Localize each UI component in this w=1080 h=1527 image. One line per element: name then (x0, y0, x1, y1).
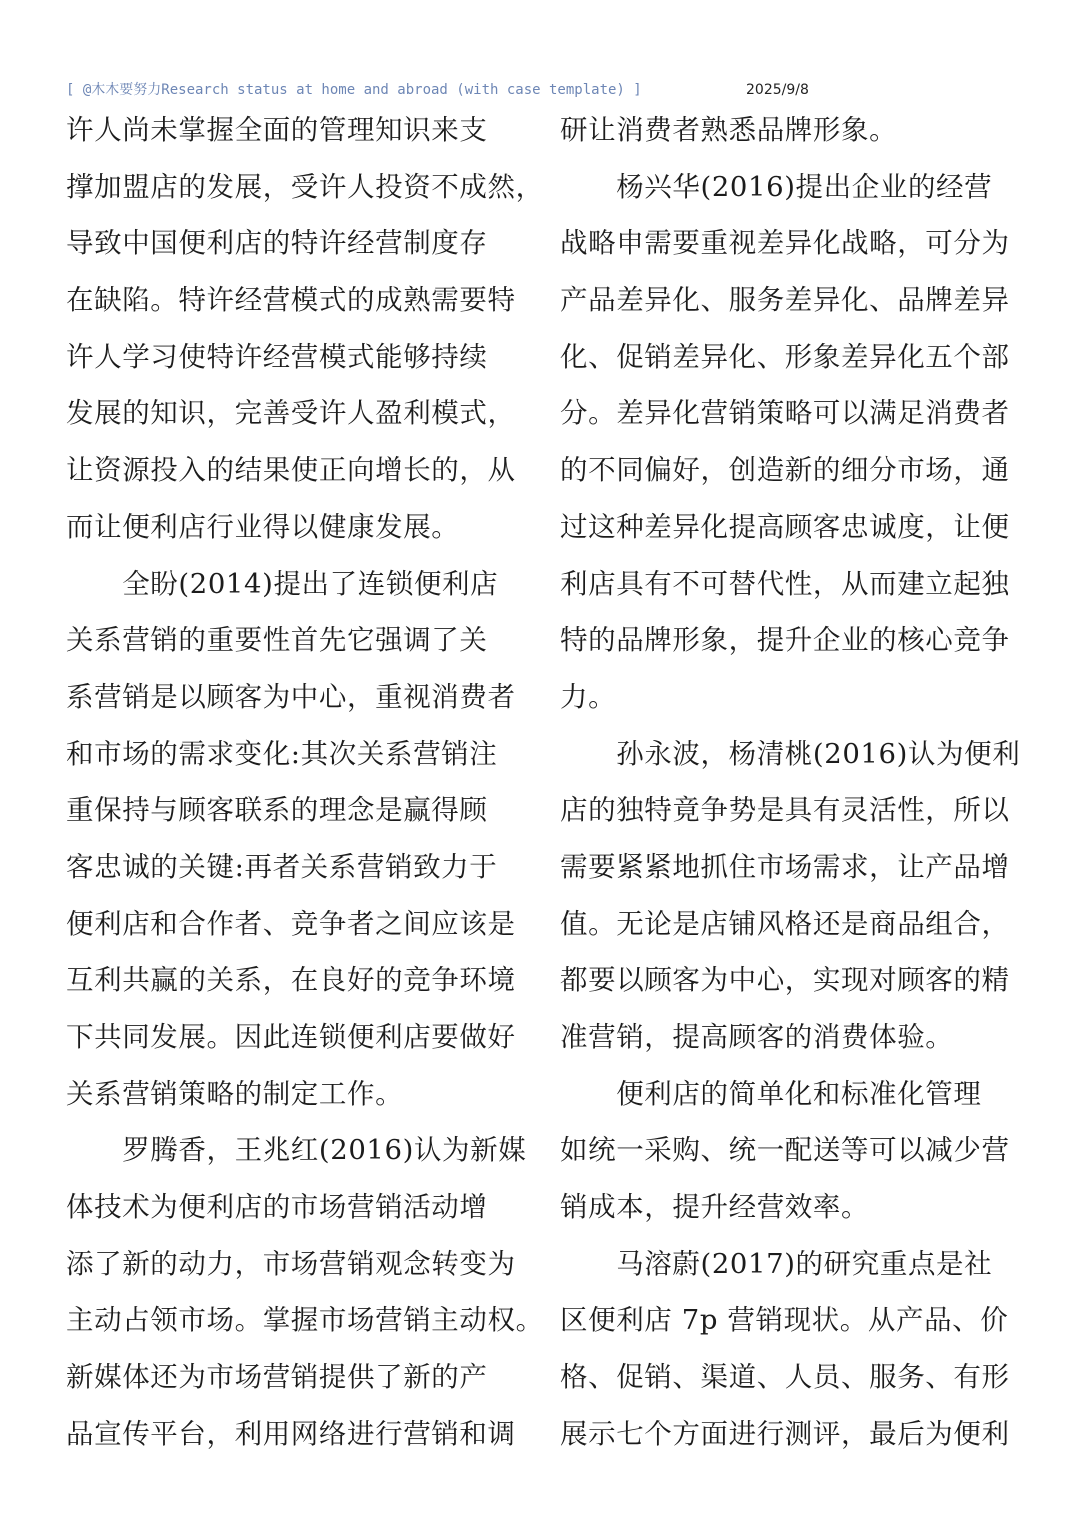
text-line: 产品差异化、服务差异化、品牌差异 (560, 284, 1010, 317)
text-line: 客忠诚的关键:再者关系营销致力于 (66, 850, 498, 883)
text-line: 格、促销、渠道、人员、服务、有形 (560, 1361, 1010, 1394)
text-line: 导致中国便利店的特许经营制度存 (66, 227, 488, 260)
text-line: 系营销是以顾客为中心，重视消费者 (66, 680, 516, 713)
header-title: [ @木木要努力Research status at home and abroad (with case template) ] (66, 82, 642, 98)
text-line: 准营销，提高顾客的消费体验。 (560, 1021, 954, 1053)
text-line: 便利店的简单化和标准化管理 (560, 1077, 982, 1110)
text-line: 许人尚未掌握全面的管理知识来支 (66, 114, 488, 146)
text-line: 互利共赢的关系，在良好的竞争环境 (66, 964, 516, 997)
text-line: 撑加盟店的发展，受许人投资不成然， (66, 170, 544, 203)
text-line: 店的独特竟争势是具有灵活性，所以 (560, 794, 1010, 827)
text-line: 而让便利店行业得以健康发展。 (66, 510, 460, 543)
text-line: 需要紧紧地抓住市场需求，让产品增 (560, 850, 1010, 883)
text-line: 发展的知识，完善受许人盈利模式， (66, 397, 516, 430)
text-line: 便利店和合作者、竞争者之间应该是 (66, 907, 516, 940)
text-line: 马溶蔚(2017)的研究重点是社 (560, 1247, 993, 1280)
text-line: 化、促销差异化、形象差异化五个部 (560, 340, 1010, 373)
text-line: 新媒体还为市场营销提供了新的产 (66, 1361, 488, 1394)
text-line: 重保持与顾客联系的理念是赢得顾 (66, 794, 488, 827)
text-line: 分。差异化营销策略可以满足消费者 (560, 397, 1010, 430)
text-line: 的不同偏好，创造新的细分市场，通 (560, 454, 1010, 487)
text-line: 许人学习使特许经营模式能够持续 (66, 340, 488, 373)
text-line: 展示七个方面进行测评，最后为便利 (560, 1417, 1010, 1450)
right-text-column (560, 102, 1020, 1463)
text-line: 销成本，提升经营效率。 (560, 1191, 870, 1224)
text-line: 力。 (560, 680, 617, 713)
left-text-column (66, 102, 544, 1463)
text-line: 过这种差异化提高顾客忠诚度，让便 (560, 510, 1010, 543)
text-line: 全盼(2014)提出了连锁便利店 (66, 567, 499, 600)
text-line: 战略申需要重视差异化战略，可分为 (560, 227, 1010, 260)
text-line: 关系营销的重要性首先它强调了关 (66, 624, 488, 657)
text-line: 让资源投入的结果使正向增长的，从 (66, 454, 516, 487)
text-line: 区便利店 7p 营销现状。从产品、价 (560, 1304, 1009, 1337)
text-line: 关系营销策略的制定工作。 (66, 1077, 404, 1110)
header-date: 2025/9/8 (746, 82, 809, 98)
text-line: 利店具有不可替代性，从而建立起独 (560, 567, 1010, 600)
page-header (66, 79, 1026, 101)
text-line: 特的品牌形象，提升企业的核心竞争 (560, 624, 1010, 657)
text-line: 在缺陷。特许经营模式的成熟需要特 (66, 284, 516, 317)
text-line: 如统一采购、统一配送等可以减少营 (560, 1134, 1010, 1167)
text-line: 体技术为便利店的市场营销活动增 (66, 1191, 488, 1224)
text-line: 杨兴华(2016)提出企业的经营 (560, 170, 993, 203)
text-line: 品宣传平台，利用网络进行营销和调 (66, 1417, 516, 1450)
text-line: 主动占领市场。掌握市场营销主动权。 (66, 1304, 544, 1337)
text-line: 下共同发展。因此连锁便利店要做好 (66, 1021, 516, 1053)
text-line: 和市场的需求变化:其次关系营销注 (66, 737, 498, 770)
text-line: 添了新的动力，市场营销观念转变为 (66, 1247, 516, 1280)
text-line: 研让消费者熟悉品牌形象。 (560, 114, 898, 146)
text-line: 罗腾香，王兆红(2016)认为新媒 (66, 1134, 527, 1167)
text-line: 值。无论是店铺风格还是商品组合， (560, 907, 1010, 940)
text-line: 孙永波，杨清桃(2016)认为便利 (560, 737, 1021, 770)
text-line: 都要以顾客为中心，实现对顾客的精 (560, 964, 1010, 997)
